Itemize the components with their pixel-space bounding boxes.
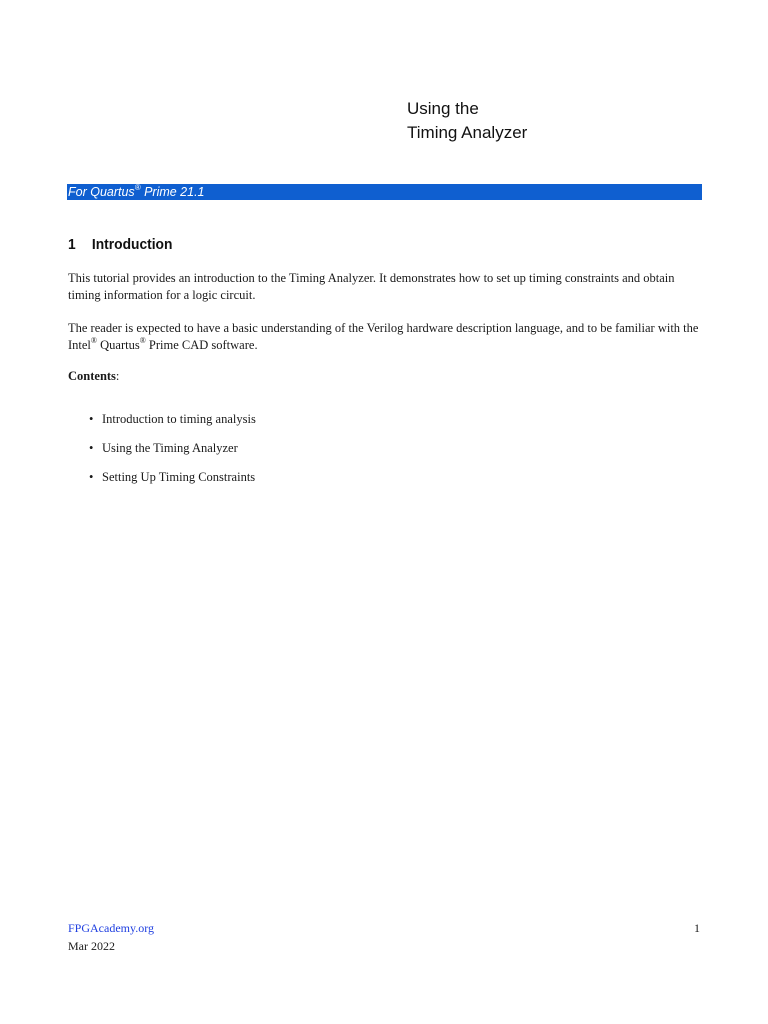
contents-item-text: Introduction to timing analysis [102,412,256,426]
p2-text-1: The reader is expected to have a basic understanding of the Verilog hardware description language, and to be familiar with the Intel [68,321,699,352]
contents-item-text: Using the Timing Analyzer [102,441,238,455]
bullet-icon: • [89,412,94,426]
contents-list-item [89,411,256,440]
bullet-icon: • [89,441,94,455]
section-heading [68,235,172,255]
bullet-icon: • [89,470,94,484]
footer-website-link[interactable]: FPGAcademy.org [68,921,154,935]
contents-label-colon: : [115,369,120,383]
title-line-2: Timing Analyzer [407,123,528,142]
footer-date: Mar 2022 [68,939,115,953]
p2-registered-mark-1: ® [90,335,97,345]
p2-text-2: Quartus [97,338,140,352]
p2-registered-mark-2: ® [139,335,146,345]
contents-list-item [89,440,256,469]
document-title [407,97,527,145]
section-number: 1 [68,236,76,253]
banner-prefix: For Quartus [68,185,135,199]
contents-label [68,368,119,385]
intro-paragraph-1: This tutorial provides an introduction to the Timing Analyzer. It demonstrates how to set up timing constraints and obtain timing information for a logic circuit. [68,271,675,302]
p2-text-3: Prime CAD software. [145,338,258,352]
contents-list-item [89,469,256,498]
version-banner [67,184,702,200]
contents-item-text: Setting Up Timing Constraints [102,470,256,484]
contents-list [89,411,256,498]
title-line-1: Using the [407,99,479,118]
contents-label-text: Contents [68,369,116,383]
banner-registered-mark: ® [134,182,141,192]
page-number: 1 [694,921,700,935]
section-title: Introduction [91,236,173,253]
banner-suffix: Prime 21.1 [140,185,205,199]
intro-paragraph-2 [68,320,704,354]
